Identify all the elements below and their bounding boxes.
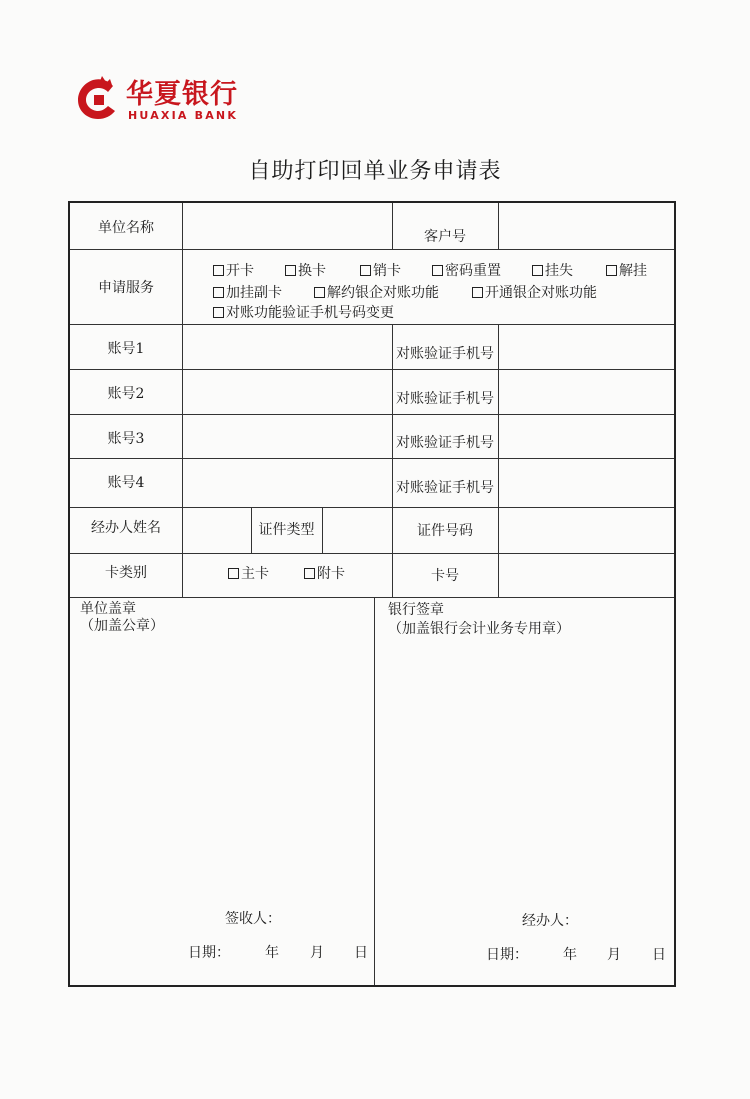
huaxia-dragon-icon — [72, 76, 122, 122]
unit-name-label: 单位名称 — [98, 220, 154, 236]
phone-1-label: 对账验证手机号 — [396, 346, 494, 362]
unit-seal-note: （加盖公章） — [80, 618, 164, 634]
receiver-label: 签收人： — [225, 911, 281, 927]
right-date-label: 日期： — [486, 947, 528, 963]
account-1-label: 账号1 — [107, 341, 145, 357]
checkbox-add-sub-card[interactable]: 加挂副卡 — [213, 285, 282, 301]
bank-name-en: HUAXIA BANK — [128, 109, 239, 122]
customer-no-label: 客户号 — [424, 229, 466, 245]
phone-2-label: 对账验证手机号 — [396, 391, 494, 407]
agent-name-label: 经办人姓名 — [91, 520, 161, 536]
checkbox-open-reconcile[interactable]: 开通银企对账功能 — [472, 285, 597, 301]
bank-name-cn: 华夏银行 — [126, 79, 238, 110]
checkbox-report-loss[interactable]: 挂失 — [532, 263, 573, 279]
checkbox-replace-card[interactable]: 换卡 — [285, 263, 326, 279]
account-2-label: 账号2 — [107, 386, 145, 402]
unit-seal-title: 单位盖章 — [80, 601, 136, 617]
service-label: 申请服务 — [98, 280, 154, 296]
bank-logo — [72, 76, 272, 126]
form-title: 自助打印回单业务申请表 — [248, 159, 502, 184]
right-year-label: 年 — [563, 947, 577, 963]
checkbox-main-card[interactable]: 主卡 — [228, 566, 269, 582]
checkbox-unfreeze[interactable]: 解挂 — [606, 263, 647, 279]
left-year-label: 年 — [265, 945, 279, 961]
account-4-label: 账号4 — [107, 475, 145, 491]
checkbox-change-phone[interactable]: 对账功能验证手机号码变更 — [213, 305, 394, 321]
id-number-label: 证件号码 — [417, 523, 473, 539]
right-month-label: 月 — [607, 947, 621, 963]
phone-3-label: 对账验证手机号 — [396, 435, 494, 451]
card-number-label: 卡号 — [431, 568, 459, 584]
right-day-label: 日 — [652, 947, 666, 963]
card-category-label: 卡类别 — [105, 565, 147, 581]
bank-seal-note: （加盖银行会计业务专用章） — [388, 621, 570, 637]
bank-seal-title: 银行签章 — [388, 602, 444, 618]
handler-label: 经办人： — [522, 913, 578, 929]
account-3-label: 账号3 — [107, 431, 145, 447]
checkbox-cancel-reconcile[interactable]: 解约银企对账功能 — [314, 285, 439, 301]
checkbox-reset-password[interactable]: 密码重置 — [432, 263, 501, 279]
left-month-label: 月 — [310, 945, 324, 961]
left-day-label: 日 — [354, 945, 368, 961]
checkbox-open-card[interactable]: 开卡 — [213, 263, 254, 279]
application-form — [68, 201, 676, 987]
id-type-label: 证件类型 — [258, 522, 315, 538]
phone-4-label: 对账验证手机号 — [396, 480, 494, 496]
left-date-label: 日期： — [188, 945, 230, 961]
checkbox-cancel-card[interactable]: 销卡 — [360, 263, 401, 279]
checkbox-sub-card[interactable]: 附卡 — [304, 566, 345, 582]
